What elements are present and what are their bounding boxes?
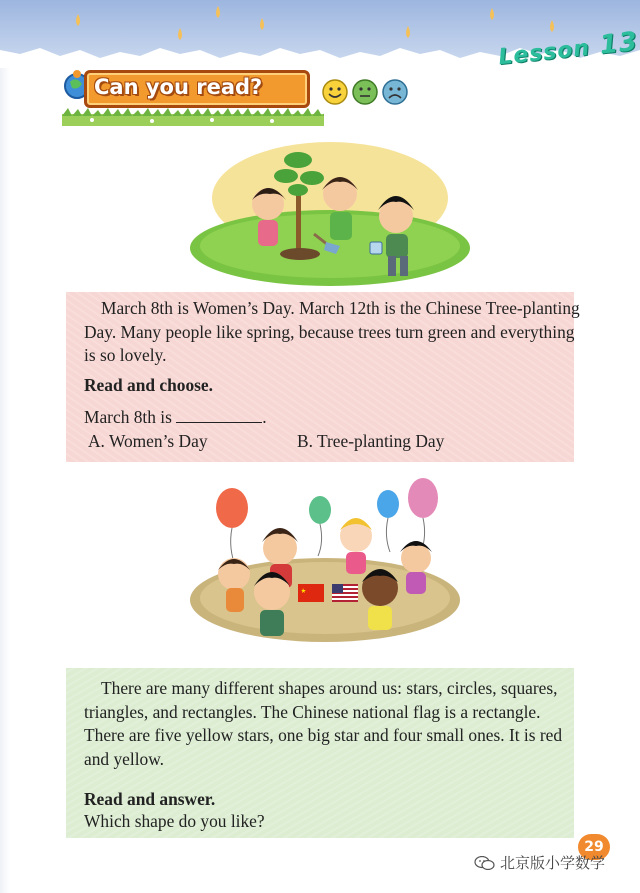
fill-blank-question <box>84 407 267 428</box>
watermark-text: 北京版小学数学 <box>500 854 606 872</box>
passage-1-text <box>84 297 580 368</box>
lesson-number: 13 <box>598 26 640 61</box>
question-prefix: March 8th is <box>84 407 172 427</box>
read-and-choose-label: Read and choose. <box>84 375 213 395</box>
answer-question: Which shape do you like? <box>84 811 265 831</box>
option-a[interactable]: A. Women’s Day <box>88 431 208 451</box>
section-title: Can you read? <box>94 75 263 99</box>
wechat-icon <box>474 856 496 870</box>
tree-planting-illustration <box>190 138 470 290</box>
grass-strip <box>62 108 324 126</box>
watermark <box>474 852 605 873</box>
passage-1-body: March 8th is Women’s Day. March 12th is the Chinese Tree-planting Day. Many people like spring, because trees turn green and everything is so lovely. <box>84 298 580 365</box>
self-assessment-faces <box>322 78 412 106</box>
read-and-answer-label: Read and answer. <box>84 789 216 809</box>
passage-2-text <box>84 677 568 771</box>
smiley-happy-icon <box>323 80 347 104</box>
question-suffix: . <box>262 407 267 427</box>
passage-2-body: There are many different shapes around us: stars, circles, squares, triangles, and rectangles. The Chinese national flag is a rectangle. There are five yellow stars, one big star and four small ones. It is red and yellow. <box>84 678 563 769</box>
section-banner <box>62 66 324 128</box>
children-balloons-illustration <box>180 470 470 650</box>
smiley-sad-icon <box>383 80 407 104</box>
page-number: 29 <box>578 834 610 860</box>
lesson-word: Lesson <box>497 35 592 71</box>
smiley-neutral-icon <box>353 80 377 104</box>
option-b[interactable]: B. Tree-planting Day <box>297 431 445 451</box>
page-edge-shadow <box>0 0 10 893</box>
answer-blank[interactable] <box>176 408 262 423</box>
